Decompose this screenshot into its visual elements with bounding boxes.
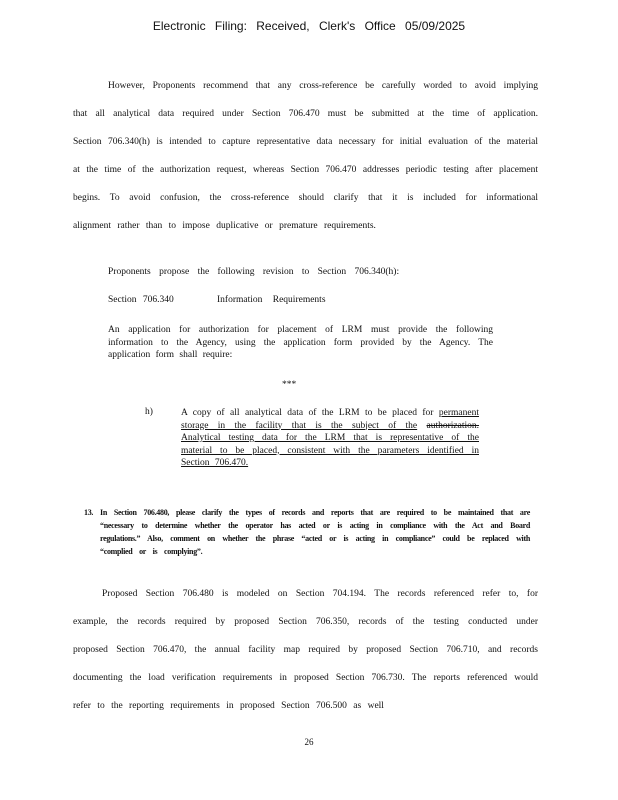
filing-stamp-header: Electronic Filing: Received, Clerk's Office 05/09/2025: [152, 19, 466, 33]
section-text: An application for authorization for placement of LRM must provide the following information to the Agency, using the application form provided by the Agency. The application form shall require:: [108, 325, 493, 360]
paragraph-cross-reference: [73, 72, 538, 240]
paragraph-2-text: Proposed Section 706.480 is modeled on Section 704.194. The records referenced refer to, for example, the records required by proposed Section 706.350, records of the testing conducted under proposed Section 706.470, the annual facility map required by proposed Section 706.710, and records documenting the load verification requirements in proposed Section 706.730. The reports referenced would refer to the reporting requirements in proposed Section 706.500 as well: [73, 589, 538, 711]
item-h-text: [181, 407, 479, 470]
question-number: 13.: [84, 508, 94, 517]
proposal-intro: Proponents propose the following revision to Section 706.340(h):: [108, 267, 400, 277]
paragraph-1-text: However, Proponents recommend that any cross-reference be carefully worded to avoid implying that all analytical data required under Section 706.470 must be submitted at the time of application. Section 706.340(h) is intended to capture representative data necessary for initial evaluation of the material at the time of the authorization request, whereas Section 706.470 addresses periodic testing after placement begins. To avoid confusion, the cross-reference should clarify that it is included for informational alignment rather than to impose duplicative or premature requirements.: [73, 81, 538, 231]
item-h-deleted-text: authorization.: [426, 420, 480, 431]
paragraph-records: [73, 580, 538, 720]
ellipsis-marker: ***: [282, 380, 297, 390]
item-h-label: h): [145, 407, 153, 417]
item-h-inserted-text-2: Analytical testing data for the LRM that is representative of the material to be placed, consistent with the parameters identified in Section 706.470.: [181, 433, 479, 468]
question-text: In Section 706.480, please clarify the types of records and reports that are required to be maintained that are “necessary to determine whether the operator has acted or is acting in compliance with the Act and Board regulations.” Also, comment on whether the phrase “acted or is acting in compliance” could be replaced with “complied or is complying”.: [100, 508, 530, 556]
question-13: [84, 506, 530, 558]
item-h-original-text: A copy of all analytical data of the LRM to be placed for: [181, 408, 439, 418]
section-number: Section 706.340: [108, 295, 174, 305]
section-title: Information Requirements: [217, 295, 326, 305]
item-h-inserted-text-1: permanent storage in the facility that is the subject of the: [181, 408, 479, 431]
page-number: 26: [304, 737, 314, 747]
